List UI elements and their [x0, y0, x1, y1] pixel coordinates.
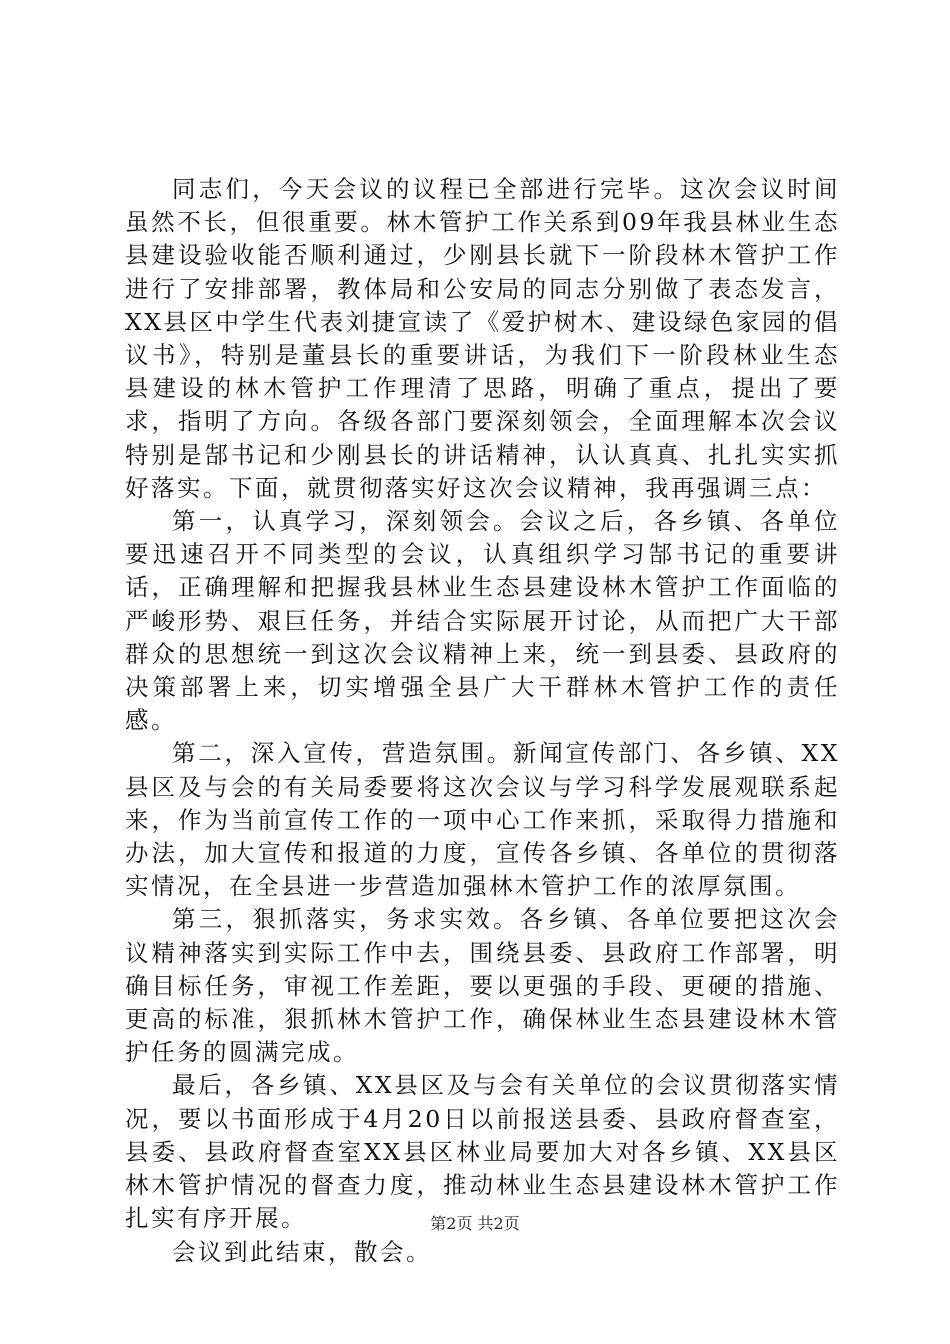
page-number-footer: 第2页 共2页 — [430, 1214, 520, 1233]
paragraph-point-one: 第一，认真学习，深刻领会。会议之后，各乡镇、各单位要迅速召开不同类型的会议，认真组织学习郜书记的重要讲话，正确理解和把握我县林业生态县建设林木管护工作面临的严峻形势、艰巨任务，并结合实际展开讨论，从而把广大干部群众的思想统一到这次会议精神上来，统一到县委、县政府的决策部署上来，切实增强全县广大干群林木管护工作的责任感。 — [125, 507, 840, 735]
paragraph-final: 最后，各乡镇、XX县区及与会有关单位的会议贯彻落实情况，要以书面形成于4月20日以前报送县委、县政府督查室，县委、县政府督查室XX县区林业局要加大对各乡镇、XX县区林木管护情况的督查力度，推动林业生态县建设林木管护工作扎实有序开展。 — [125, 1071, 840, 1233]
paragraph-point-two: 第二，深入宣传，营造氛围。新闻宣传部门、各乡镇、XX县区及与会的有关局委要将这次会议与学习科学发展观联系起来，作为当前宣传工作的一项中心工作来抓，采取得力措施和办法，加大宣传和报道的力度，宣传各乡镇、各单位的贯彻落实情况，在全县进一步营造加强林木管护工作的浓厚氛围。 — [125, 739, 840, 901]
document-body — [125, 173, 840, 1269]
paragraph-opening: 同志们，今天会议的议程已全部进行完毕。这次会议时间虽然不长，但很重要。林木管护工作关系到09年我县林业生态县建设验收能否顺利通过，少刚县长就下一阶段林木管护工作进行了安排部署，教体局和公安局的同志分别做了表态发言，XX县区中学生代表刘捷宣读了《爱护树木、建设绿色家园的倡议书》，特别是董县长的重要讲话，为我们下一阶段林业生态县建设的林木管护工作理清了思路，明确了重点，提出了要求，指明了方向。各级各部门要深刻领会，全面理解本次会议特别是郜书记和少刚县长的讲话精神，认认真真、扎扎实实抓好落实。下面，就贯彻落实好这次会议精神，我再强调三点： — [125, 175, 840, 502]
paragraph-point-three: 第三，狠抓落实，务求实效。各乡镇、各单位要把这次会议精神落实到实际工作中去，围绕县委、县政府工作部署，明确目标任务，审视工作差距，要以更强的手段、更硬的措施、更高的标准，狠抓林木管护工作，确保林业生态县建设林木管护任务的圆满完成。 — [125, 905, 840, 1067]
paragraph-closing: 会议到此结束，散会。 — [172, 1237, 432, 1266]
